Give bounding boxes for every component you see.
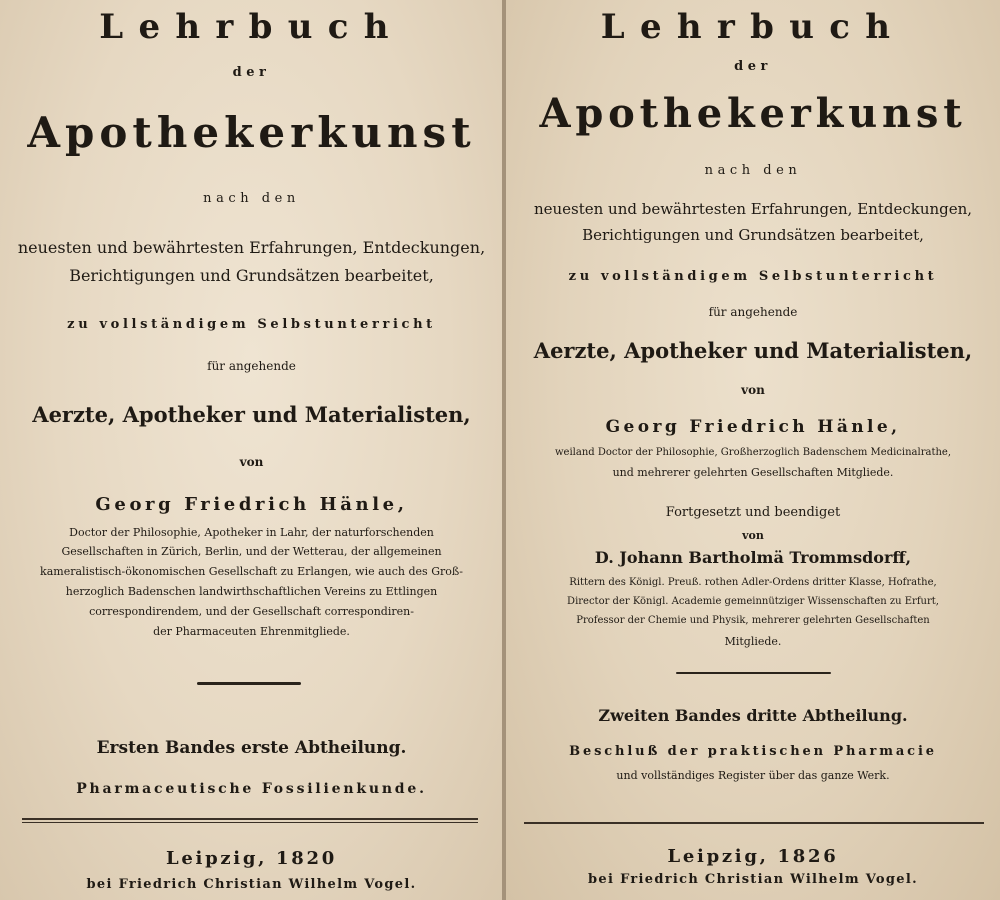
author2-name: D. Johann Bartholmä Trommsdorff, xyxy=(594,548,912,567)
audience: Aerzte, Apotheker und Materialisten, xyxy=(533,338,973,363)
volume-title: Pharmaceutische Fossilienkunde. xyxy=(76,781,427,797)
subtitle-line-2: Berichtigungen und Grundsätzen bearbeitet, xyxy=(69,266,434,285)
subtitle-line-1: neuesten und bewährtesten Erfahrungen, Entdeckungen, xyxy=(17,238,486,257)
author-name: Georg Friedrich Hänle, xyxy=(95,494,408,515)
publisher: bei Friedrich Christian Wilhelm Vogel. xyxy=(588,872,918,887)
publisher: bei Friedrich Christian Wilhelm Vogel. xyxy=(86,877,417,892)
imprint-rule xyxy=(524,822,984,824)
credential-line: der Pharmaceuten Ehrenmitgliede. xyxy=(153,625,350,638)
credential-line: und mehrerer gelehrten Gesellschaften Mitgliede. xyxy=(612,466,894,479)
credential-line: kameralistisch-ökonomischen Gesellschaft zu Erlangen, wie auch des Groß- xyxy=(40,565,463,578)
divider-rule xyxy=(676,672,831,674)
credential-line: Doctor der Philosophie, Apotheker in Lahr, der naturforschenden xyxy=(69,526,434,539)
credential-line: Gesellschaften in Zürich, Berlin, und der Wetterau, der allgemeinen xyxy=(61,545,442,558)
place-year: Leipzig, 1826 xyxy=(667,846,839,867)
fuer-label: für angehende xyxy=(708,305,798,319)
author-name: Georg Friedrich Hänle, xyxy=(605,417,901,437)
fuer-label: für angehende xyxy=(207,359,296,373)
purpose: zu vollständigem Selbstunterricht xyxy=(67,317,436,332)
von-label-2: von xyxy=(742,529,764,542)
audience: Aerzte, Apotheker und Materialisten, xyxy=(32,402,471,427)
imprint-rule-thin xyxy=(22,822,478,823)
imprint-rule xyxy=(22,818,478,820)
nach-den: nach den xyxy=(203,191,300,206)
der-label: der xyxy=(734,59,772,74)
volume-subtitle: und vollständiges Register über das ganze Werk. xyxy=(616,769,890,782)
title: Lehrbuch xyxy=(600,7,906,47)
der-label: der xyxy=(232,65,271,80)
credential2-line: Rittern des Königl. Preuß. rothen Adler-Ordens dritter Klasse, Hofrathe, xyxy=(569,577,937,588)
main-title: Apothekerkunst xyxy=(27,108,476,157)
credential2-line: Director der Königl. Academie gemeinnütziger Wissenschaften zu Erfurt, xyxy=(567,596,939,607)
von-label: von xyxy=(741,383,765,397)
volume-label: Zweiten Bandes dritte Abtheilung. xyxy=(598,706,908,725)
volume-label: Ersten Bandes erste Abtheilung. xyxy=(96,738,407,758)
von-label: von xyxy=(239,455,264,469)
volume-title: Beschluß der praktischen Pharmacie xyxy=(569,744,937,759)
divider-rule xyxy=(197,682,301,685)
credential2-line: Professor der Chemie und Physik, mehrerer gelehrten Gesellschaften xyxy=(576,615,930,626)
purpose: zu vollständigem Selbstunterricht xyxy=(568,269,938,284)
credential-line: weiland Doctor der Philosophie, Großherzoglich Badenschem Medicinalrathe, xyxy=(554,447,951,458)
credential-line: correspondirendem, und der Gesellschaft correspondiren- xyxy=(89,605,414,618)
subtitle-line-1: neuesten und bewährtesten Erfahrungen, Entdeckungen, xyxy=(533,200,973,218)
subtitle-line-2: Berichtigungen und Grundsätzen bearbeitet, xyxy=(582,226,924,244)
continued-label: Fortgesetzt und beendiget xyxy=(665,505,841,520)
credential-line: herzoglich Badenschen landwirthschaftlichen Vereins zu Ettlingen xyxy=(65,585,438,598)
place-year: Leipzig, 1820 xyxy=(166,848,337,869)
nach-den: nach den xyxy=(704,163,802,178)
main-title: Apothekerkunst xyxy=(539,90,967,137)
right-title-page xyxy=(506,0,1000,900)
credential2-line: Mitgliede. xyxy=(724,635,782,648)
title: Lehrbuch xyxy=(99,7,404,47)
